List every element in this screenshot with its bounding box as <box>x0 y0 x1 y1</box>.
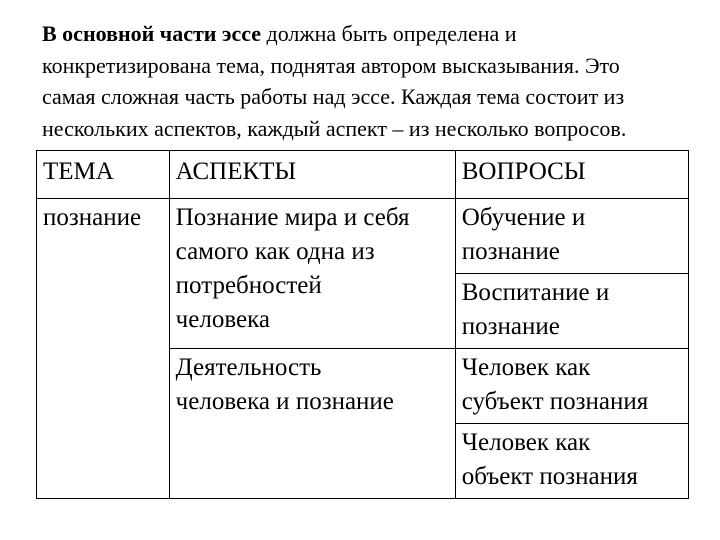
question-3-line: субъект познания <box>461 388 649 415</box>
question-2-line: Воспитание и <box>461 279 610 306</box>
aspect-2-line: человека и познание <box>175 388 394 415</box>
question-3-line: Человек как <box>461 354 591 381</box>
theme-cell: познание <box>37 199 170 499</box>
intro-line-2: конкретизирована тема, поднятая автором высказывания. Это <box>42 52 620 78</box>
question-cell <box>455 424 688 499</box>
aspect-1-line: человека <box>175 306 270 333</box>
question-4-line: объект познания <box>461 463 638 490</box>
question-2-line: познание <box>461 313 560 340</box>
question-cell <box>455 274 688 349</box>
aspect-1-line: потребностей <box>175 272 322 299</box>
intro-bold-lead: В основной части эссе <box>42 21 262 46</box>
aspect-cell <box>169 199 455 349</box>
intro-paragraph <box>42 18 702 144</box>
question-cell <box>455 199 688 274</box>
question-1-line: познание <box>461 238 560 265</box>
question-1-line: Обучение и <box>461 204 586 231</box>
aspect-1-line: Познание мира и себя <box>175 204 410 231</box>
question-4-line: Человек как <box>461 429 591 456</box>
aspect-2-line: Деятельность <box>175 354 322 381</box>
intro-line-1 <box>42 18 702 50</box>
aspect-cell <box>169 349 455 499</box>
table-row <box>37 199 689 274</box>
header-aspects: АСПЕКТЫ <box>169 151 455 199</box>
question-cell <box>455 349 688 424</box>
header-theme: ТЕМА <box>37 151 170 199</box>
intro-line-1-rest: должна быть определена и <box>261 21 517 46</box>
themes-table <box>36 150 689 499</box>
table-header-row <box>37 151 689 199</box>
intro-line-4: нескольких аспектов, каждый аспект – из несколько вопросов. <box>42 115 627 141</box>
aspect-1-line: самого как одна из <box>175 238 375 265</box>
intro-line-3: самая сложная часть работы над эссе. Каждая тема состоит из <box>42 84 625 109</box>
header-questions: ВОПРОСЫ <box>455 151 688 199</box>
